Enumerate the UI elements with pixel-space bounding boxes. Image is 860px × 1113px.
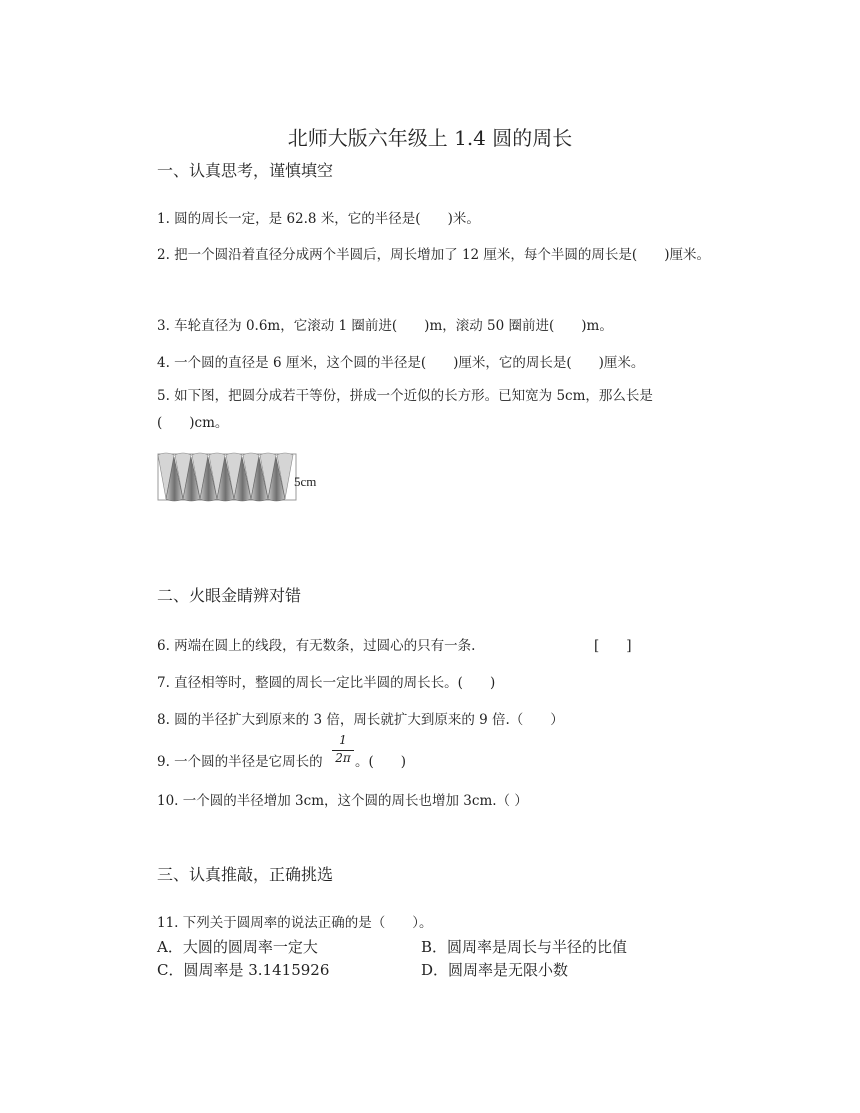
question-9-fraction-numerator: 1	[339, 733, 347, 747]
sector-rectangle-figure	[157, 451, 337, 505]
question-10: 10. 一个圆的半径增加 3cm，这个圆的周长也增加 3cm.（ ）	[157, 793, 528, 809]
section-heading-3: 三、认真推敲，正确挑选	[157, 865, 334, 884]
question-5: 5. 如下图，把圆分成若干等份，拼成一个近似的长方形。已知宽为 5cm，那么长是( )cm。	[157, 388, 653, 431]
figure-width-label: 5cm	[294, 474, 317, 489]
question-4: 4. 一个圆的直径是 6 厘米，这个圆的半径是( )厘米，它的周长是( )厘米。	[157, 355, 645, 371]
question-2: 2. 把一个圆沿着直径分成两个半圆后，周长增加了 12 厘米，每个半圆的周长是( )厘米。	[157, 247, 710, 263]
option-c: C．圆周率是 3.1415926	[157, 961, 330, 979]
page-title: 北师大版六年级上 1.4 圆的周长	[287, 126, 573, 150]
question-9-fraction-denominator: 2π	[335, 751, 351, 765]
option-d: D．圆周率是无限小数	[421, 961, 569, 979]
question-9-answer: 。( )	[355, 754, 407, 770]
section-heading-1: 一、认真思考，谨慎填空	[157, 161, 334, 180]
question-6-answer-bracket: [ ]	[594, 638, 632, 654]
question-9-text: 9. 一个圆的半径是它周长的	[157, 754, 323, 770]
question-11: 11. 下列关于圆周率的说法正确的是（ ）。	[157, 915, 433, 931]
question-6: 6. 两端在圆上的线段，有无数条，过圆心的只有一条.	[157, 638, 476, 654]
section-heading-2: 二、火眼金睛辨对错	[157, 586, 302, 605]
question-8: 8. 圆的半径扩大到原来的 3 倍，周长就扩大到原来的 9 倍.（ ）	[157, 712, 564, 728]
option-b: B．圆周率是周长与半径的比值	[421, 938, 628, 956]
question-1: 1. 圆的周长一定，是 62.8 米，它的半径是( )米。	[157, 211, 480, 227]
question-7: 7. 直径相等时，整圆的周长一定比半圆的周长长。( )	[157, 675, 496, 691]
option-a: A．大圆的圆周率一定大	[157, 938, 318, 956]
question-3: 3. 车轮直径为 0.6m，它滚动 1 圈前进( )m，滚动 50 圈前进( )m。	[157, 318, 613, 334]
